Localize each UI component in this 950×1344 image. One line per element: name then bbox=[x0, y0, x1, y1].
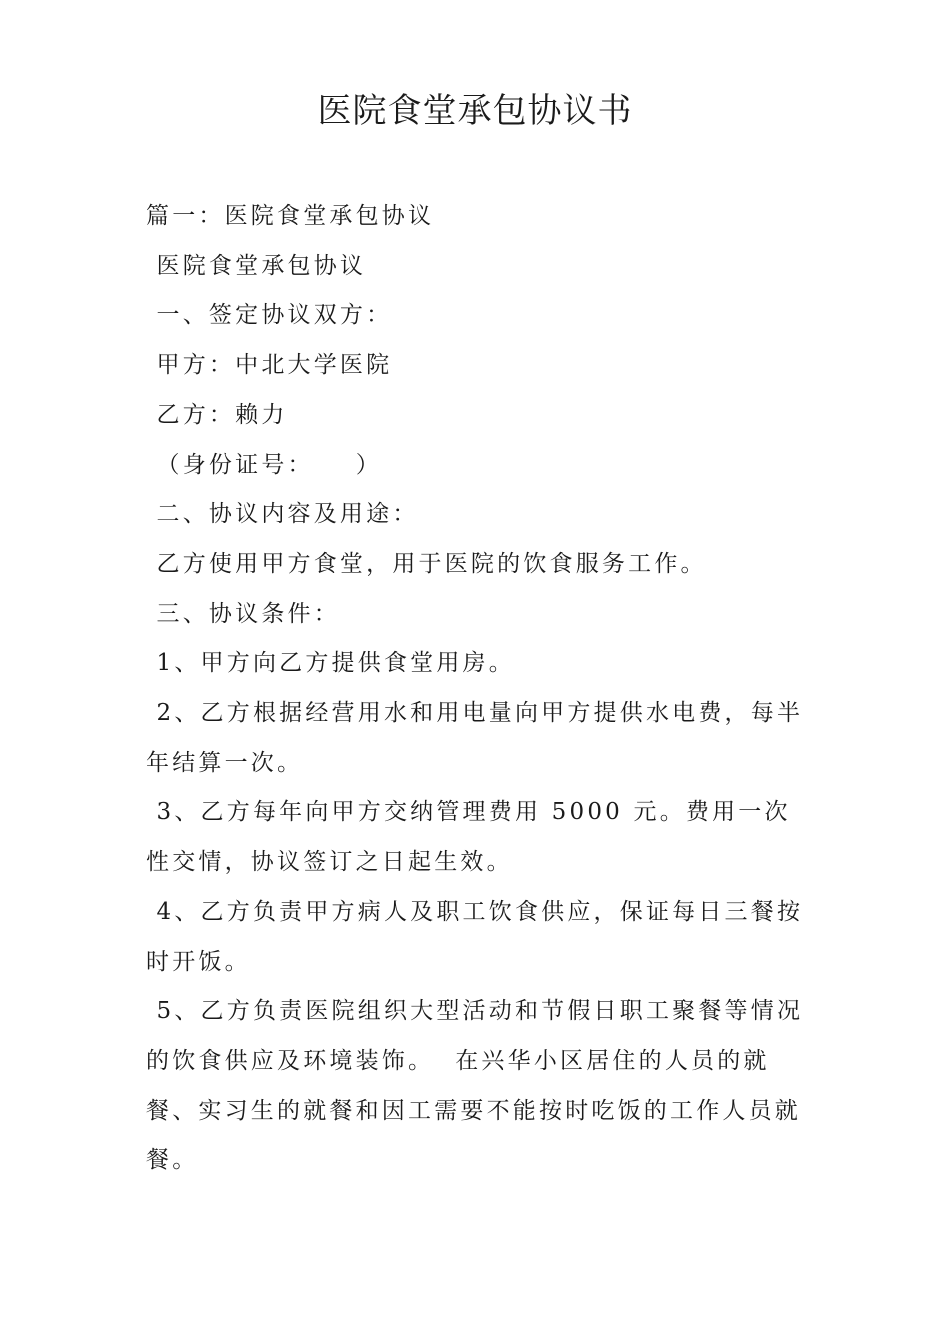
paragraph-conditions-heading: 三、协议条件： bbox=[146, 600, 340, 627]
paragraph-id-number: （身份证号： ） bbox=[146, 451, 382, 478]
paragraph-party-b: 乙方：赖力 bbox=[146, 401, 288, 428]
paragraph-condition-3: 3、乙方每年向甲方交纳管理费用 5000 元。费用一次性交情，协议签订之日起生效。 bbox=[146, 799, 791, 876]
document-body bbox=[146, 192, 810, 1186]
paragraph-content-heading: 二、协议内容及用途： bbox=[146, 501, 419, 528]
paragraph-agreement-name: 医院食堂承包协议 bbox=[146, 252, 367, 279]
document-title: 医院食堂承包协议书 bbox=[317, 91, 633, 131]
paragraph-condition-2: 2、乙方根据经营用水和用电量向甲方提供水电费，每半年结算一次。 bbox=[146, 700, 804, 776]
paragraph-party-a: 甲方：中北大学医院 bbox=[146, 352, 393, 379]
paragraph-content: 乙方使用甲方食堂，用于医院的饮食服务工作。 bbox=[146, 550, 707, 577]
paragraph-parties-heading: 一、签定协议双方： bbox=[146, 302, 393, 329]
paragraph-condition-1: 1、甲方向乙方提供食堂用房。 bbox=[146, 650, 515, 677]
paragraph-section-heading: 篇一：医院食堂承包协议 bbox=[146, 203, 435, 229]
paragraph-condition-4: 4、乙方负责甲方病人及职工饮食供应，保证每日三餐按时开饭。 bbox=[146, 898, 804, 975]
paragraph-condition-5: 5、乙方负责医院组织大型活动和节假日职工聚餐等情况的饮食供应及环境装饰。 在兴华小区居住的人员的就餐、实习生的就餐和因工需要不能按时吃饭的工作人员就餐。 bbox=[146, 998, 804, 1174]
